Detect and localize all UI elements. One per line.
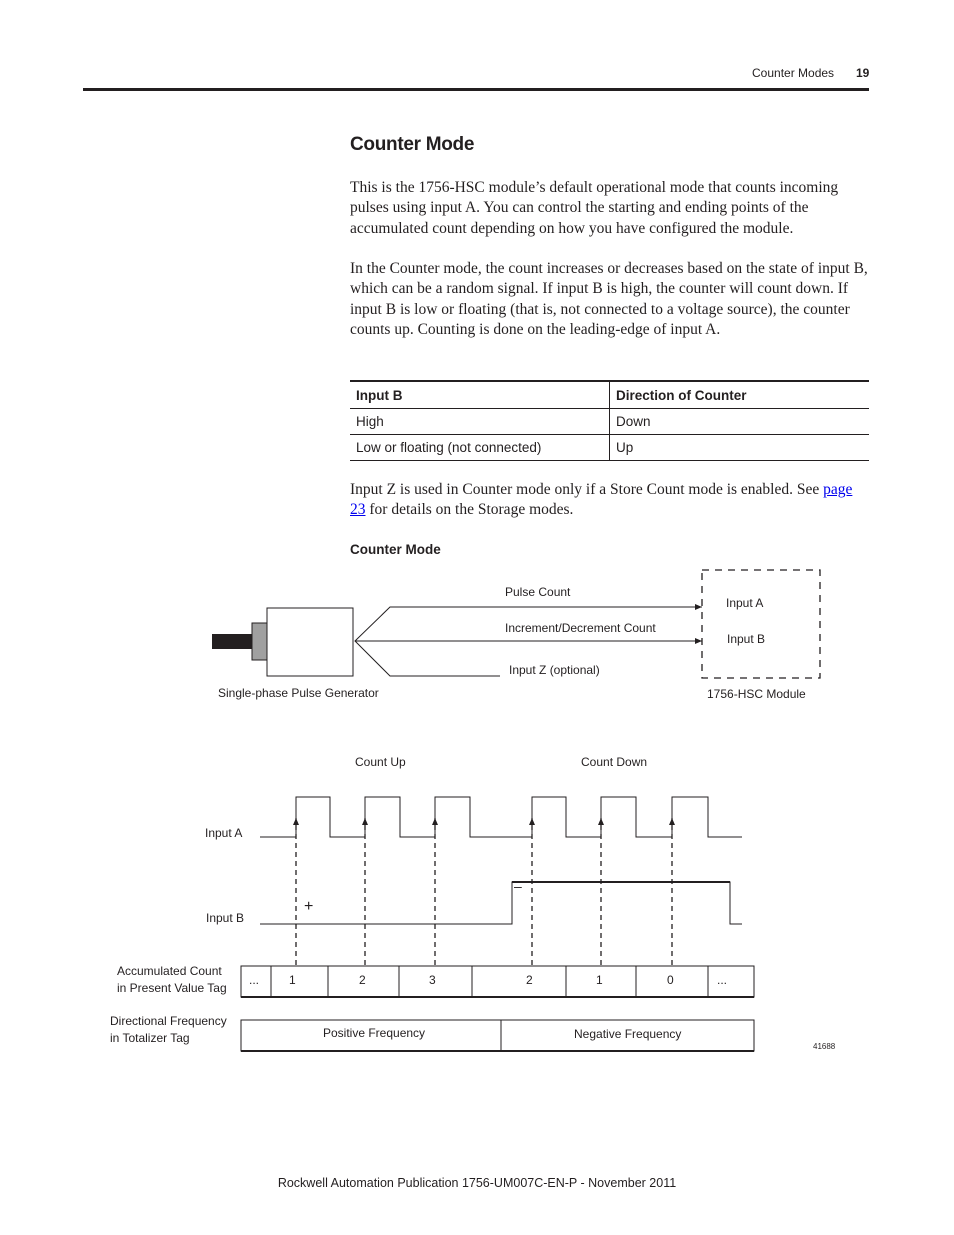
figure-number: 41688 (813, 1042, 836, 1051)
increment-decrement-label: Increment/Decrement Count (505, 621, 656, 635)
accum-value: 0 (667, 973, 674, 987)
positive-frequency-label: Positive Frequency (323, 1026, 426, 1040)
negative-frequency-label: Negative Frequency (574, 1027, 682, 1041)
freq-label-line-2: in Totalizer Tag (110, 1031, 190, 1045)
paragraph-2-text: In the Counter mode, the count increases or decreases based on the state of input B, which can be a random signal. If input B is high, the counter will count down. If input B is low or floating (that is, not connected to a voltage source), the counter counts up. Counting is done on the leading-edge of input A. (350, 260, 868, 338)
accum-value: 3 (429, 973, 436, 987)
figure-caption: Counter Mode (350, 542, 441, 557)
leading-edge-markers (296, 818, 672, 965)
plus-sign: + (304, 898, 314, 915)
input-a-waveform (260, 797, 742, 837)
paragraph-3-part-b: for details on the Storage modes. (369, 501, 574, 519)
module-label: 1756-HSC Module (707, 687, 806, 701)
count-down-label: Count Down (581, 755, 648, 769)
table-cell: Low or floating (not connected) (350, 435, 610, 461)
paragraph-1-text: This is the 1756-HSC module’s default operational mode that counts incoming pulses using input A. You can control the starting and ending points of the accumulated count depending on how you have configured the module. (350, 179, 839, 237)
accum-value: ... (717, 973, 728, 987)
accum-value: 2 (359, 973, 366, 987)
accum-value: 2 (526, 973, 533, 987)
generator-label: Single-phase Pulse Generator (218, 686, 379, 700)
table-cell: Up (610, 435, 870, 461)
page-number: 19 (856, 66, 870, 80)
table-cell: High (350, 409, 610, 435)
freq-label-line-1: Directional Frequency (110, 1014, 227, 1028)
accum-count-row (241, 966, 754, 997)
paragraph-3-part-a: Input Z is used in Counter mode only if a Store Count mode is enabled. See (350, 481, 820, 498)
module-input-a-label: Input A (726, 596, 764, 610)
accum-value: ... (249, 973, 260, 987)
count-up-label: Count Up (355, 755, 406, 769)
page-23-link[interactable]: page 23 (350, 481, 853, 519)
accum-value: 1 (289, 973, 296, 987)
section-title: Counter Mode (350, 134, 475, 155)
table-header-cell: Direction of Counter (610, 381, 870, 409)
publication-footer: Rockwell Automation Publication 1756-UM007C-EN-P - November 2011 (277, 1176, 677, 1190)
table-cell: Down (610, 409, 870, 435)
pulse-generator (212, 608, 353, 676)
accum-label-line-2: in Present Value Tag (117, 981, 227, 995)
minus-sign: – (514, 878, 522, 894)
input-a-label: Input A (205, 826, 243, 840)
accum-label-line-1: Accumulated Count (117, 964, 222, 978)
input-b-label: Input B (206, 911, 245, 925)
hsc-module-box (702, 570, 820, 678)
accum-value: 1 (596, 973, 603, 987)
module-input-b-label: Input B (727, 632, 766, 646)
input-z-label: Input Z (optional) (509, 663, 600, 677)
pulse-count-label: Pulse Count (505, 585, 571, 599)
running-header-section: Counter Modes (752, 66, 835, 80)
table-header-cell: Input B (350, 381, 610, 409)
input-b-waveform (260, 882, 742, 924)
